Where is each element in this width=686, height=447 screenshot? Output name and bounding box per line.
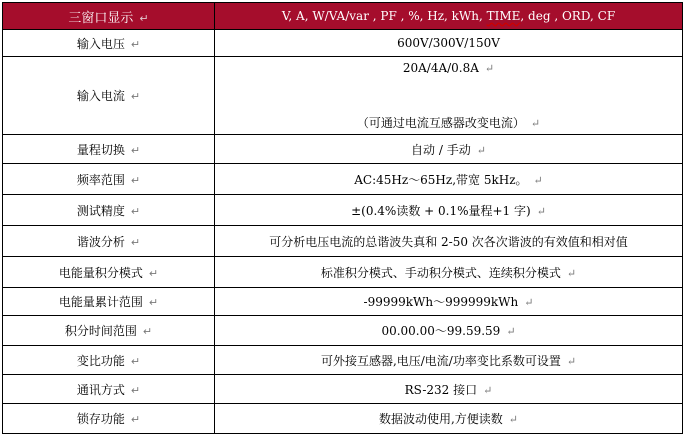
return-mark-icon: ↵ [530,116,541,130]
row-label-cell [3,226,215,257]
row-label-cell [3,164,215,195]
row-label-cell [3,57,215,135]
header-label: 三窗口显示 [68,10,134,26]
table-row [3,257,683,288]
return-mark-icon: ↵ [130,204,141,218]
return-mark-icon: ↵ [142,325,153,338]
return-mark-icon: ↵ [536,204,546,218]
row-label-cell [3,30,215,57]
return-mark-icon: ↵ [533,173,543,187]
table-row [3,164,683,195]
row-value: 600V/300V/150V [397,36,500,50]
table-row [3,226,683,257]
table-row [3,316,683,346]
table-row [3,135,683,164]
row-value: 可外接互感器,电压/电流/功率变比系数可设置 [320,353,561,368]
row-label-cell [3,346,215,375]
row-label-cell [3,195,215,226]
row-label: 谐波分析 [76,234,125,249]
row-label-cell [3,288,215,316]
return-mark-icon: ↵ [139,11,149,25]
row-value-cell [215,135,683,164]
row-label: 测试精度 [76,203,125,218]
row-value-cell [215,57,683,135]
row-value: -99999kWh～999999kWh [363,295,519,309]
row-label: 积分时间范围 [64,324,137,338]
row-value-cell [215,316,683,346]
row-value-cell [215,164,683,195]
table-row [3,30,683,57]
row-value-cell [215,404,683,434]
row-label: 锁存功能 [76,412,125,426]
specification-table [2,2,683,434]
row-value-line: （可通过电流互感器改变电流） [356,115,525,130]
row-label: 电能量积分模式 [58,265,143,280]
return-mark-icon: ↵ [130,235,141,249]
table-header-row [3,3,683,30]
row-value-cell [215,375,683,404]
row-value-cell [215,226,683,257]
return-mark-icon: ↵ [130,37,141,51]
row-value-cell [215,346,683,375]
return-mark-icon: ↵ [130,173,141,187]
row-label: 变比功能 [76,353,125,368]
row-label-cell [3,375,215,404]
return-mark-icon: ↵ [130,354,141,368]
return-mark-icon: ↵ [484,61,495,75]
row-label: 输入电压 [76,36,125,51]
header-label-cell [3,3,215,30]
return-mark-icon: ↵ [566,354,577,368]
return-mark-icon: ↵ [148,266,159,280]
return-mark-icon: ↵ [130,413,141,426]
table-row [3,404,683,434]
row-value-cell [215,288,683,316]
row-label: 频率范围 [76,172,125,187]
return-mark-icon: ↵ [130,143,141,157]
row-value: 标准积分模式、手动积分模式、连续积分模式 [320,265,561,280]
row-value: ±(0.4%读数 + 0.1%量程+1 字) [351,203,531,218]
table-row [3,57,683,135]
table-row [3,375,683,404]
row-value: AC:45Hz～65Hz,带宽 5kHz。 [354,172,528,187]
return-mark-icon: ↵ [524,296,534,309]
row-label-cell [3,135,215,164]
header-value-cell [215,3,683,30]
row-value: 自动 / 手动 [411,142,471,157]
row-label-cell [3,404,215,434]
row-value-cell [215,257,683,288]
return-mark-icon: ↵ [148,296,159,309]
return-mark-icon: ↵ [483,383,493,397]
table-row [3,346,683,375]
row-value: 数据波动使用,方便读数 [378,412,503,426]
return-mark-icon: ↵ [566,266,577,280]
row-label: 通讯方式 [76,382,125,397]
row-label-cell [3,316,215,346]
row-label: 电能量累计范围 [58,295,143,309]
row-value: 可分析电压电流的总谐波失真和 2-50 次各次谐波的有效值和相对值 [269,234,628,249]
row-value: 00.00.00～99.59.59 [381,324,501,338]
header-value-post: , deg , ORD, CF [520,9,616,23]
row-value-cell [215,195,683,226]
table-row [3,195,683,226]
return-mark-icon: ↵ [508,413,519,426]
return-mark-icon: ↵ [130,90,141,103]
row-label: 量程切换 [76,142,125,157]
row-label: 输入电流 [76,89,125,103]
table-row [3,288,683,316]
header-value-mark: TIME [486,9,521,23]
row-value-cell [215,30,683,57]
header-value-pre: V, A, W/VA/var , PF , %, Hz, kWh, [281,9,487,23]
return-mark-icon: ↵ [130,383,141,397]
return-mark-icon: ↵ [506,325,516,338]
return-mark-icon: ↵ [476,143,486,157]
row-label-cell [3,257,215,288]
row-value: RS-232 接口 [404,382,478,397]
row-value-line: 20A/4A/0.8A [402,60,479,75]
